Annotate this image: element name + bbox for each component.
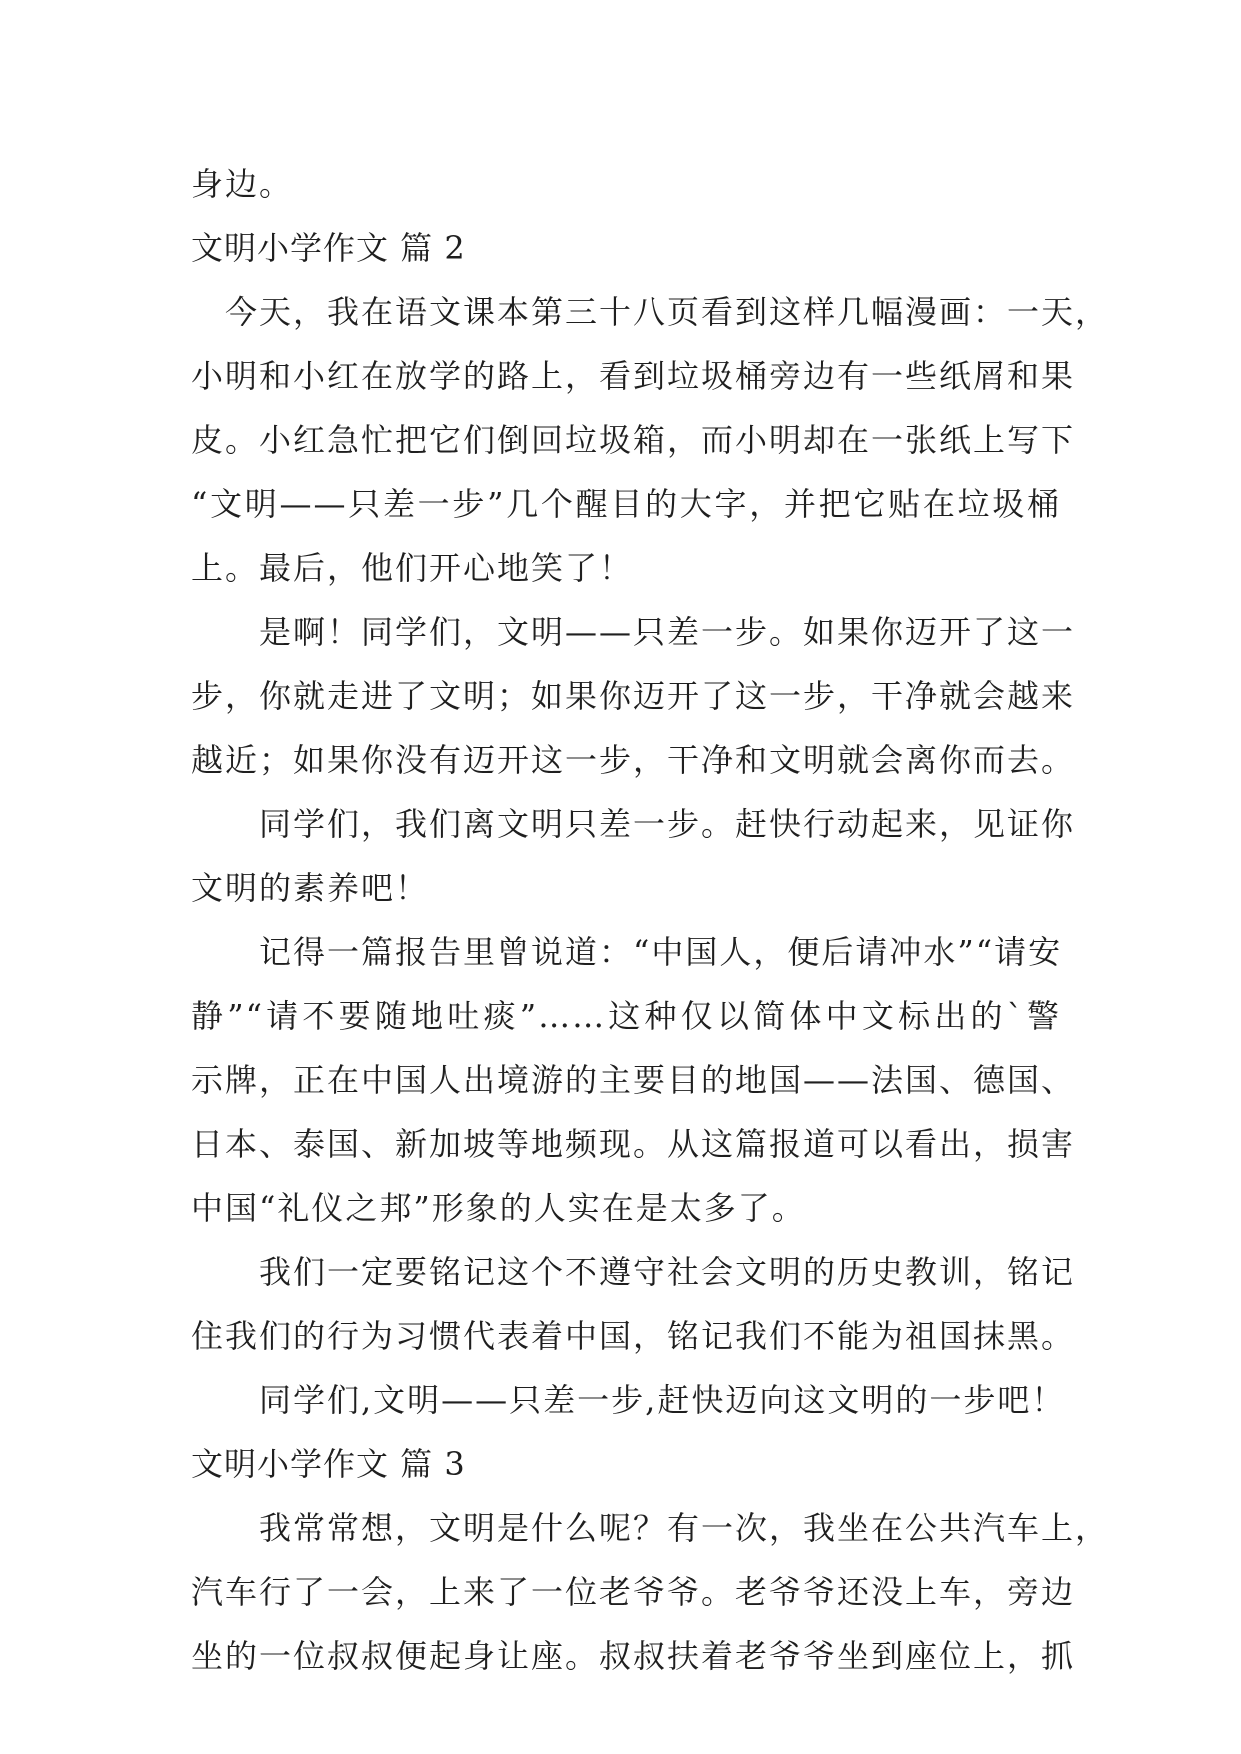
text-line: 中国“礼仪之邦”形象的人实在是太多了。 — [191, 1189, 806, 1227]
text-line: 今天，我在语文课本第三十八页看到这样几幅漫画：一天， — [191, 293, 1110, 331]
text-line: 我们一定要铭记这个不遵守社会文明的历史教训，铭记 — [191, 1253, 1076, 1291]
text-line: 身边。 — [191, 165, 294, 203]
text-line: 静”“请不要随地吐痰”……这种仅以简体中文标出的`警 — [191, 997, 1061, 1035]
text-line: 住我们的行为习惯代表着中国，铭记我们不能为祖国抹黑。 — [191, 1317, 1076, 1355]
section-title: 文明小学作文 篇 3 — [191, 1445, 466, 1483]
text-line: 文明的素养吧！ — [191, 869, 430, 907]
text-line: 是啊！同学们，文明——只差一步。如果你迈开了这一 — [191, 613, 1076, 651]
text-line: 记得一篇报告里曾说道：“中国人，便后请冲水”“请安 — [191, 933, 1063, 971]
text-line: 上。最后，他们开心地笑了！ — [191, 549, 634, 587]
text-line: 示牌，正在中国人出境游的主要目的地国——法国、德国、 — [191, 1061, 1076, 1099]
text-line: “文明——只差一步”几个醒目的大字，并把它贴在垃圾桶 — [191, 485, 1061, 523]
text-line: 越近；如果你没有迈开这一步，干净和文明就会离你而去。 — [191, 741, 1076, 779]
text-line: 日本、泰国、新加坡等地频现。从这篇报道可以看出，损害 — [191, 1125, 1076, 1163]
text-line: 同学们,文明——只差一步,赶快迈向这文明的一步吧！ — [191, 1381, 1066, 1419]
text-line: 我常常想，文明是什么呢？有一次，我坐在公共汽车上， — [191, 1509, 1110, 1547]
document-page — [191, 152, 1110, 1688]
text-line: 小明和小红在放学的路上，看到垃圾桶旁边有一些纸屑和果 — [191, 357, 1076, 395]
text-line: 皮。小红急忙把它们倒回垃圾箱，而小明却在一张纸上写下 — [191, 421, 1076, 459]
section-title: 文明小学作文 篇 2 — [191, 229, 466, 267]
text-line: 同学们，我们离文明只差一步。赶快行动起来，见证你 — [191, 805, 1076, 843]
text-line: 坐的一位叔叔便起身让座。叔叔扶着老爷爷坐到座位上，抓 — [191, 1637, 1076, 1675]
text-line: 汽车行了一会，上来了一位老爷爷。老爷爷还没上车，旁边 — [191, 1573, 1076, 1611]
text-line: 步，你就走进了文明；如果你迈开了这一步，干净就会越来 — [191, 677, 1076, 715]
